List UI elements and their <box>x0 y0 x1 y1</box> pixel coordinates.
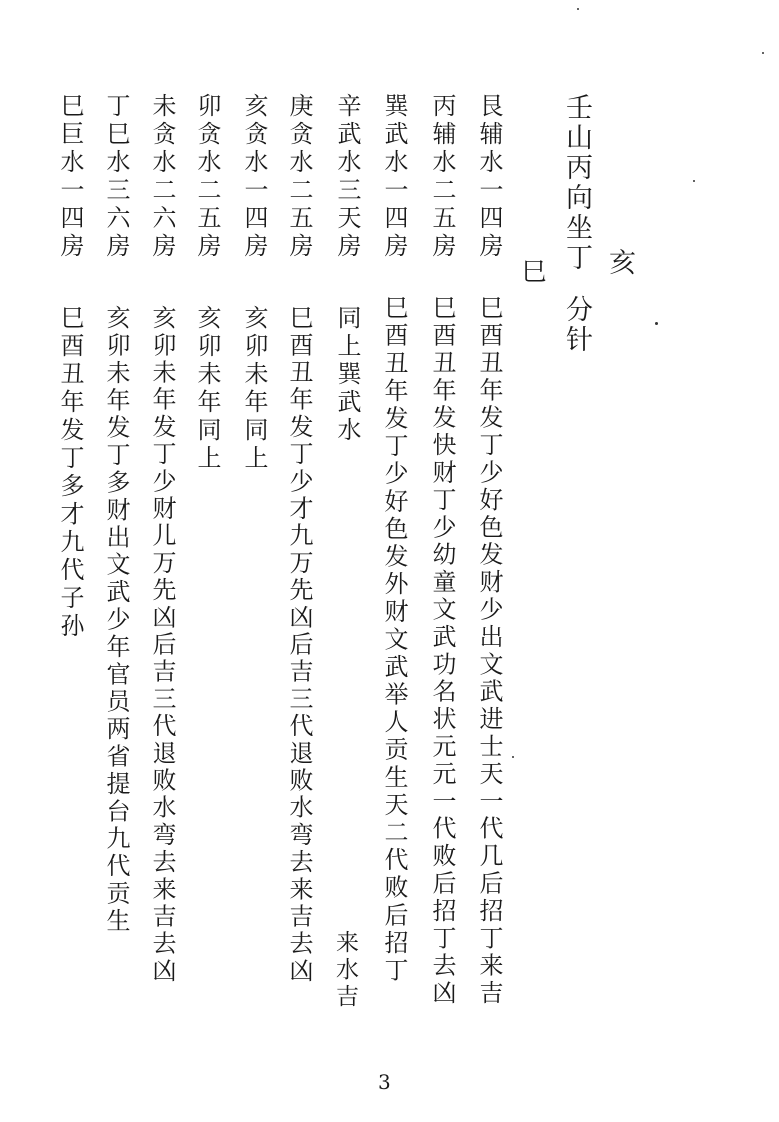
row-description: 巳酉丑年发丁少才九万先凶后吉三代退败水弯去来吉去凶 <box>285 305 313 985</box>
row-description: 巳酉丑年发丁多才九代子孙 <box>56 305 84 641</box>
scan-speck <box>762 52 764 54</box>
row-label: 巽武水一四房 <box>380 93 408 261</box>
row-description: 同上巽武水 <box>333 305 361 445</box>
row-description: 巳酉丑年发丁少好色发财少出文武进士天一代几后招丁来吉 <box>475 295 503 1008</box>
row-description: 亥卯未年发丁多财出文武少年官员两省提台九代贡生 <box>102 305 130 936</box>
row-description: 亥卯未年同上 <box>240 305 268 473</box>
row-label: 辛武水三天房 <box>333 93 361 261</box>
row-label: 庚贪水二五房 <box>285 93 313 261</box>
direction-mark-hai: 亥 <box>604 248 635 279</box>
side-note: 来水吉 <box>332 930 358 1011</box>
scan-speck <box>577 8 579 10</box>
row-label: 未贪水二六房 <box>148 93 176 261</box>
row-description: 巳酉丑年发快财丁少幼童文武功名状元元一代败后招丁去凶 <box>428 295 456 1008</box>
row-description: 亥卯未年同上 <box>193 305 221 473</box>
scan-speck <box>512 756 514 758</box>
page-title: 壬山丙向坐丁 <box>561 93 592 273</box>
row-label: 丙辅水二五房 <box>428 93 456 261</box>
page-subtitle: 分针 <box>561 295 592 355</box>
scan-speck <box>693 180 695 182</box>
row-label: 艮辅水一四房 <box>475 93 503 261</box>
scan-speck <box>655 322 658 325</box>
direction-mark-si: 巳 <box>518 258 547 287</box>
page-number: 3 <box>378 1070 391 1094</box>
row-label: 丁巳水三六房 <box>102 93 130 261</box>
row-label: 亥贪水一四房 <box>240 93 268 261</box>
row-description: 巳酉丑年发丁少好色发外财文武举人贡生天二代败后招丁 <box>380 295 408 985</box>
row-label: 卯贪水二五房 <box>193 93 221 261</box>
row-label: 巳巨水一四房 <box>56 93 84 261</box>
row-description: 亥卯未年发丁少财儿万先凶后吉三代退败水弯去来吉去凶 <box>148 305 176 985</box>
